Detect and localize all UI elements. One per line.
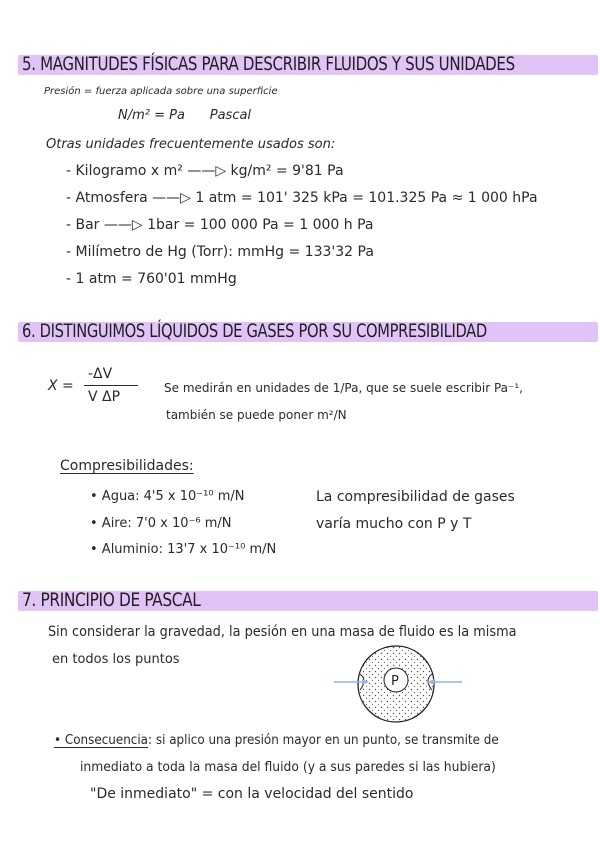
unit-item-atmosfera: - Atmosfera ——▷ 1 atm = 101' 325 kPa = 101.325 Pa ≈ 1 000 hPa: [66, 190, 538, 206]
consecuencia-row: [54, 733, 499, 748]
presion-definition: Presión = fuerza aplicada sobre una superficie: [44, 86, 278, 97]
section-6-title: 6. DISTINGUIMOS LÍQUIDOS DE GASES POR SU COMPRESIBILIDAD: [22, 320, 487, 342]
units-line: N/m² = Pa Pascal: [118, 108, 252, 123]
consecuencia-label: • Consecuencia: [54, 733, 149, 748]
unit-item-bar: - Bar ——▷ 1bar = 100 000 Pa = 1 000 h Pa: [66, 217, 374, 233]
formula-fraction-bar: [84, 385, 138, 386]
pascal-line-2: en todos los puntos: [52, 652, 180, 667]
compresibilidades-title: Compresibilidades:: [60, 458, 194, 474]
compres-aluminio: • Aluminio: 13'7 x 10⁻¹⁰ m/N: [90, 542, 277, 557]
pressure-label: P: [391, 674, 399, 689]
gases-note-2: varía mucho con P y T: [316, 516, 472, 532]
compres-agua: • Agua: 4'5 x 10⁻¹⁰ m/N: [90, 489, 245, 504]
otras-unidades: Otras unidades frecuentemente usados son:: [46, 137, 336, 152]
unit-item-mmhg: - Milímetro de Hg (Torr): mmHg = 133'32 Pa: [66, 244, 374, 260]
unit-item-kilogramo: - Kilogramo x m² ——▷ kg/m² = 9'81 Pa: [66, 163, 344, 179]
formula-lhs: X =: [48, 378, 74, 394]
formula-denominator: V ΔP: [88, 389, 121, 405]
pascal-fluid-diagram: [332, 640, 464, 730]
section-5-title: 5. MAGNITUDES FÍSICAS PARA DESCRIBIR FLUIDOS Y SUS UNIDADES: [22, 53, 515, 75]
section-7-title: 7. PRINCIPIO DE PASCAL: [22, 589, 201, 611]
pascal-line-1: Sin considerar la gravedad, la pesión en una masa de fluido es la misma: [48, 624, 517, 640]
gases-note-1: La compresibilidad de gases: [316, 489, 515, 505]
formula-numerator: -ΔV: [88, 366, 113, 382]
formula-text-2: también se puede poner m²/N: [166, 408, 347, 422]
compres-aire: • Aire: 7'0 x 10⁻⁶ m/N: [90, 516, 232, 531]
unit-item-atm-mmhg: - 1 atm = 760'01 mmHg: [66, 271, 237, 287]
consecuencia-line-2: inmediato a toda la masa del fluido (y a sus paredes si las hubiera): [80, 760, 496, 775]
formula-text-1: Se medirán en unidades de 1/Pa, que se suele escribir Pa⁻¹,: [164, 381, 523, 395]
consecuencia-text: : si aplico una presión mayor en un punto, se transmite de: [148, 733, 499, 748]
inmediato-definition: "De inmediato" = con la velocidad del sentido: [90, 786, 414, 802]
